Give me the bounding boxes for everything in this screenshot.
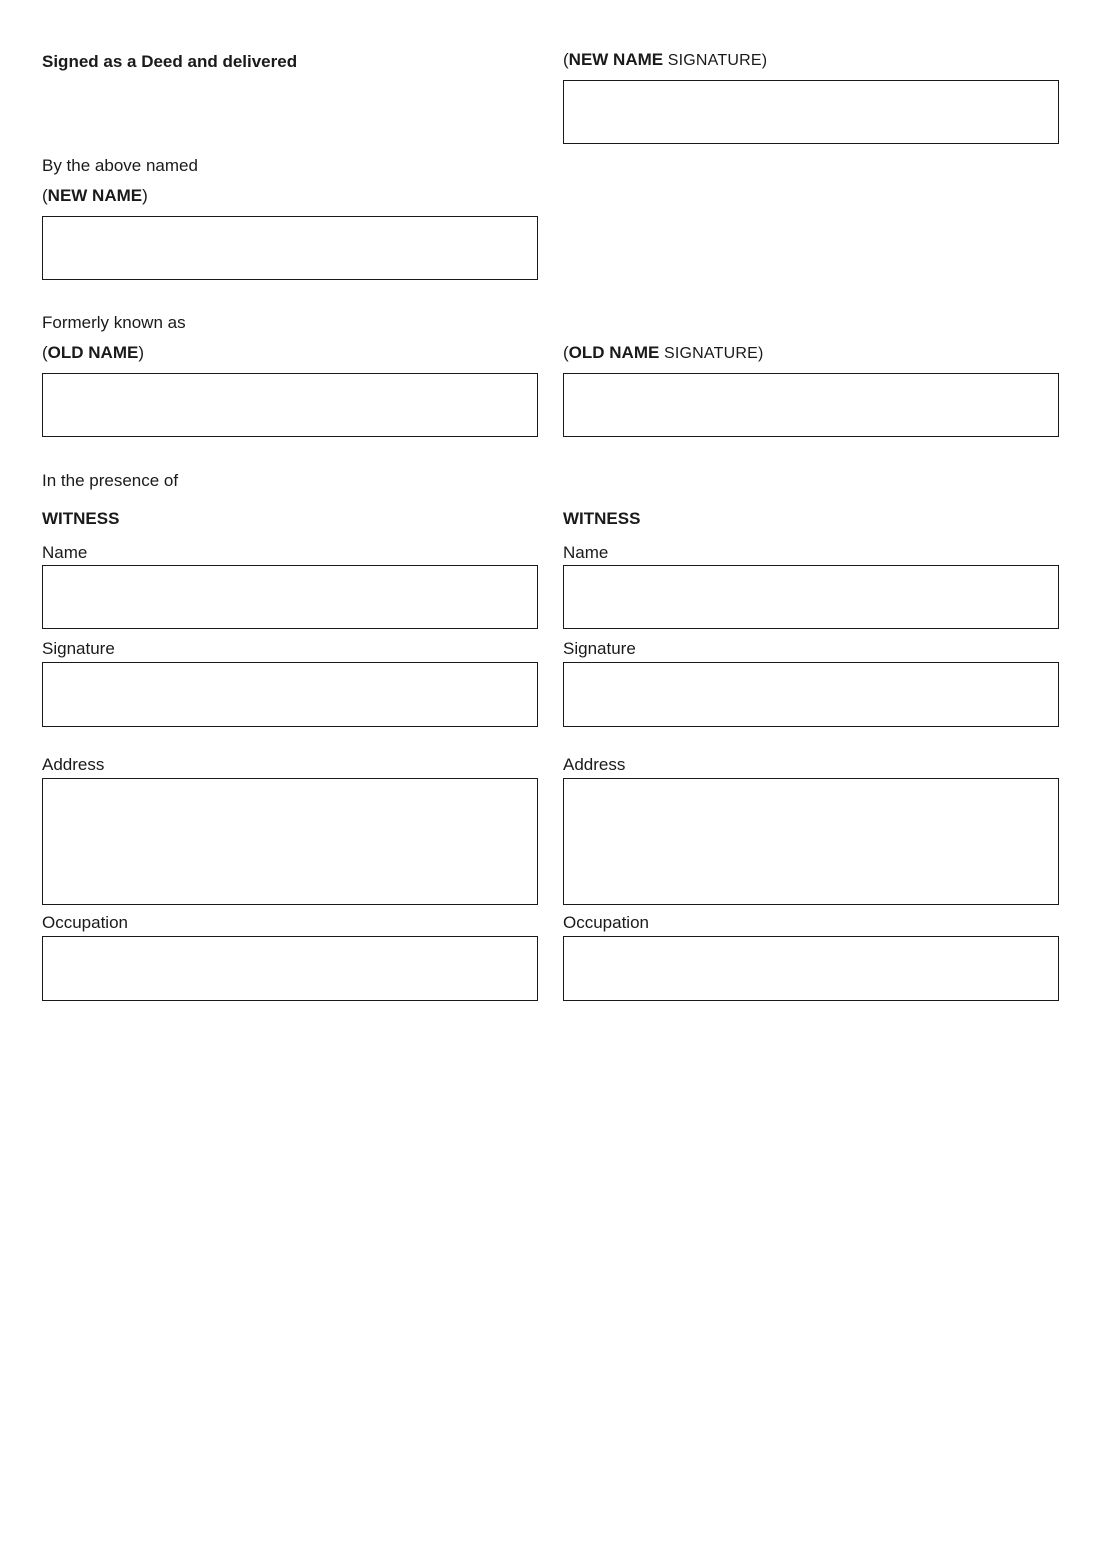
in-presence-of-text: In the presence of — [42, 471, 179, 490]
witness-2-occupation-label: Occupation — [563, 913, 649, 932]
new-name-signature-field[interactable] — [563, 80, 1059, 144]
witness-1-name-field[interactable] — [42, 565, 538, 629]
old-name-field[interactable] — [42, 373, 538, 437]
witness-2-address-field[interactable] — [563, 778, 1059, 905]
witness-1-heading: WITNESS — [42, 509, 120, 528]
witness-1-occupation-label: Occupation — [42, 913, 128, 932]
witness-2-heading: WITNESS — [563, 509, 641, 528]
witness-2-signature-field[interactable] — [563, 662, 1059, 727]
witness-2-name-field[interactable] — [563, 565, 1059, 629]
witness-1-occupation-field[interactable] — [42, 936, 538, 1001]
witness-1-address-field[interactable] — [42, 778, 538, 905]
new-name-label: (NEW NAME) — [42, 186, 148, 205]
witness-2-address-label: Address — [563, 755, 626, 774]
witness-1-name-label: Name — [42, 543, 88, 562]
old-name-signature-label: (OLD NAME SIGNATURE) — [563, 343, 764, 362]
witness-2-occupation-field[interactable] — [563, 936, 1059, 1001]
old-name-signature-field[interactable] — [563, 373, 1059, 437]
witness-1-address-label: Address — [42, 755, 105, 774]
deed-heading: Signed as a Deed and delivered — [42, 52, 298, 71]
new-name-signature-label: (NEW NAME SIGNATURE) — [563, 50, 768, 69]
new-name-field[interactable] — [42, 216, 538, 280]
old-name-label: (OLD NAME) — [42, 343, 145, 362]
formerly-known-as-text: Formerly known as — [42, 313, 186, 332]
witness-2-signature-label: Signature — [563, 639, 636, 658]
witness-1-signature-label: Signature — [42, 639, 115, 658]
witness-1-signature-field[interactable] — [42, 662, 538, 727]
by-above-named-text: By the above named — [42, 156, 198, 175]
witness-2-name-label: Name — [563, 543, 609, 562]
